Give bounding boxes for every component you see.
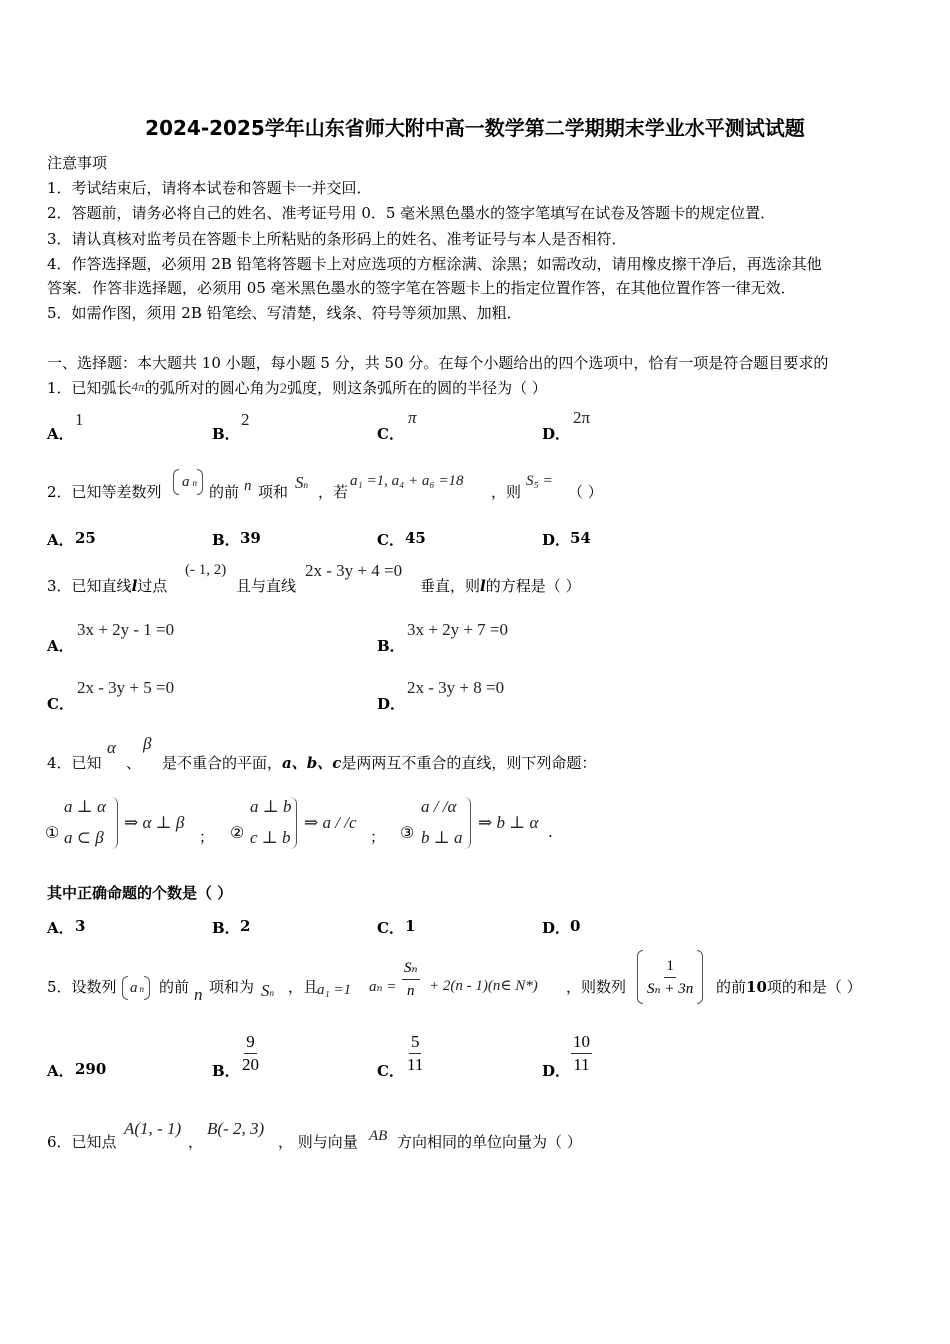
notice-item: 2．答题前，请务必将自己的姓名、准考证号用 0．5 毫米黑色墨水的签字笔填写在试卷及答题卡的规定位置． (47, 204, 776, 222)
fraction-numerator: 5 (409, 1031, 422, 1054)
math-expr: n (194, 985, 203, 1004)
punctuation: ； (370, 828, 386, 846)
prop-conclusion: ⇒ b ⊥ α (478, 813, 539, 832)
question-number: 6． (47, 1133, 72, 1151)
fraction-denominator: 11 (573, 1055, 590, 1074)
section-heading: 一、选择题：本大题共 10 小题，每小题 5 分，共 50 分。在每个小题给出的四个选项中，恰有一项是符合题目要求的 (47, 354, 829, 372)
option-label: C． (377, 425, 404, 443)
question-text: ， 则与向量 (278, 1133, 358, 1151)
question-text: ，则数列 (566, 978, 627, 996)
math-expr: l (131, 577, 138, 595)
question-text: （ ） (568, 483, 603, 501)
prop-line: b ⊥ a (421, 828, 463, 847)
option-label: B． (212, 425, 240, 443)
option-value: 39 (240, 529, 261, 547)
option-value: 290 (75, 1060, 107, 1078)
math-expr (261, 981, 274, 1001)
notice-item: 1．考试结束后，请将本试卷和答题卡一并交回． (47, 179, 372, 197)
fraction-denominator: 11 (407, 1055, 424, 1074)
option-value: 3 (75, 917, 86, 935)
option-value: 54 (570, 529, 591, 547)
math-expr: β (143, 734, 152, 753)
option-value: 0 (570, 917, 581, 935)
question-number: 3． (47, 577, 72, 595)
question-text: 的前 (209, 483, 240, 501)
math-subscript: n (192, 478, 197, 488)
math-expr: n (244, 478, 252, 494)
proposition-mark: ② (230, 823, 245, 842)
math-expr: 4π (131, 379, 145, 394)
question-text: 的方程是（ ） (485, 577, 581, 595)
punctuation: ； (199, 828, 215, 846)
notice-item: 5．如需作图，须用 2B 铅笔绘、写清楚，线条、符号等须加黑、加粗． (47, 304, 522, 322)
question-text: 项的和是（ ） (766, 978, 862, 996)
option-label: A． (47, 637, 74, 655)
question-text: 、 (126, 754, 142, 772)
question-text: 且与直线 (236, 577, 297, 595)
math-condition: a₁ =1, a₄ + a₆ =18 (350, 473, 464, 489)
math-subscript: n (303, 480, 308, 490)
fraction-denominator: Sₙ + 3n (647, 980, 694, 997)
prop-line: a ⊂ β (64, 828, 104, 847)
math-line: 2x - 3y + 4 =0 (305, 561, 403, 580)
question-text: 是两两互不重合的直线，则下列命题： (341, 754, 597, 772)
prop-conclusion: ⇒ a / /c (304, 813, 357, 832)
option-label: D． (377, 695, 406, 713)
notice-item: 4．作答选择题，必须用 2B 铅笔将答题卡上对应选项的方框涂满、涂黑；如需改动，请用橡皮擦干净后，再选涂其他 (47, 255, 822, 273)
option-value: 2x - 3y + 5 =0 (77, 678, 175, 697)
math-expr: + 2(n - 1)(n∈ N*) (429, 978, 538, 994)
math-vector: AB (369, 1128, 388, 1144)
question-text: 垂直，则 (420, 577, 481, 595)
sequence-braces (173, 469, 203, 495)
option-value: 2 (240, 917, 251, 935)
option-label: B． (212, 919, 240, 937)
math-point: (- 1, 2) (185, 562, 227, 578)
option-value: 1 (405, 917, 416, 935)
option-label: A． (47, 1062, 74, 1080)
notice-item: 3．请认真核对监考员在答题卡上所粘贴的条形码上的姓名、准考证号与本人是否相符． (47, 230, 627, 248)
right-brace (464, 797, 471, 849)
question-5 (47, 976, 117, 997)
math-expr: a (182, 474, 190, 490)
option-value: 2x - 3y + 8 =0 (407, 678, 505, 697)
proposition-mark: ① (45, 823, 60, 842)
question-text: 的前 (716, 978, 747, 996)
sequence-braces (122, 976, 150, 1000)
notice-item: 答案．作答非选择题，必须用 05 毫米黑色墨水的签字笔在答题卡上的指定位置作答，在其他位置作答一律无效． (47, 279, 796, 297)
question-text: 设数列 (71, 978, 117, 996)
option-label: A． (47, 919, 74, 937)
option-fraction (405, 1031, 425, 1076)
math-expr: α (107, 738, 116, 757)
option-label: D． (542, 531, 571, 549)
question-text: 其中正确命题的个数是（ ） (47, 884, 233, 902)
math-expr: S₅ = (526, 473, 553, 489)
option-value: 3x + 2y + 7 =0 (407, 620, 509, 639)
math-expr: aₙ = (369, 979, 397, 995)
page-title: 2024-2025学年山东省师大附中高一数学第二学期期末学业水平测试试题 (145, 116, 805, 140)
option-label: C． (377, 1062, 404, 1080)
option-label: C． (377, 919, 404, 937)
question-3 (47, 575, 167, 596)
proposition-mark: ③ (400, 823, 415, 842)
option-label: B． (212, 1062, 240, 1080)
question-text: ，且 (288, 978, 319, 996)
question-text: 是不重合的平面， (162, 754, 283, 772)
question-4 (47, 752, 102, 773)
option-label: C． (377, 531, 404, 549)
option-value: 45 (405, 529, 426, 547)
option-fraction (571, 1031, 592, 1076)
question-text: ，则 (491, 483, 522, 501)
question-2 (47, 481, 162, 502)
right-brace (111, 797, 118, 849)
question-text: 项和为 (209, 978, 255, 996)
option-fraction (240, 1031, 261, 1076)
option-label: C． (47, 695, 74, 713)
math-subscript: n (139, 984, 144, 994)
option-value: 2π (573, 408, 591, 427)
math-expr: 10 (746, 978, 767, 996)
question-text: 项和 (258, 483, 289, 501)
fraction-denominator: n (407, 983, 415, 999)
option-value: 2 (241, 410, 250, 429)
prop-line: a ⊥ α (64, 797, 106, 816)
option-label: A． (47, 425, 74, 443)
prop-line: c ⊥ b (250, 828, 291, 847)
prop-line: a / /α (421, 797, 457, 816)
math-expr: a、b、c (282, 754, 342, 772)
question-text: 已知直线 (71, 577, 132, 595)
prop-line: a ⊥ b (250, 797, 292, 816)
notice-heading: 注意事项 (47, 154, 108, 172)
math-expr: S (295, 473, 304, 492)
question-text: 已知点 (71, 1133, 117, 1151)
question-text (420, 575, 581, 596)
fraction-numerator: 9 (244, 1031, 257, 1054)
question-number: 4． (47, 754, 72, 772)
question-text: 已知弧长 (71, 379, 132, 397)
question-text: 方向相同的单位向量为（ ） (397, 1133, 582, 1151)
question-text: 的弧所对的圆心角为 (144, 379, 280, 397)
sequence-fraction (637, 950, 703, 1004)
option-value: 3x + 2y - 1 =0 (77, 620, 175, 639)
question-text: 已知等差数列 (71, 483, 162, 501)
right-brace (290, 797, 297, 849)
option-label: B． (212, 531, 240, 549)
math-expr: 2 (279, 381, 288, 397)
question-text: 过点 (137, 577, 168, 595)
fraction-numerator: 1 (664, 955, 676, 978)
prop-conclusion: ⇒ α ⊥ β (124, 813, 185, 832)
option-label: A． (47, 531, 74, 549)
math-expr: S (261, 981, 270, 1000)
question-text: 已知 (71, 754, 102, 772)
punctuation: . (548, 823, 553, 841)
question-text: 弧度，则这条弧所在的圆的半径为（ ） (287, 379, 547, 397)
fraction-denominator: 20 (242, 1055, 259, 1074)
option-label: D． (542, 425, 571, 443)
fraction-numerator: 10 (571, 1031, 592, 1054)
option-value: π (408, 408, 417, 427)
math-subscript: n (269, 988, 274, 998)
question-text (716, 976, 862, 997)
question-6 (47, 1131, 117, 1152)
question-number: 1． (47, 379, 72, 397)
punctuation: ， (188, 1133, 204, 1151)
math-fraction (402, 957, 420, 1002)
math-point: B(- 2, 3) (207, 1119, 265, 1138)
math-expr: a (130, 980, 138, 996)
option-label: B． (377, 637, 405, 655)
question-number: 5． (47, 978, 72, 996)
question-1 (47, 377, 547, 398)
question-number: 2． (47, 483, 72, 501)
math-expr: l (480, 577, 486, 595)
option-value: 25 (75, 529, 96, 547)
question-text: ，若 (318, 483, 349, 501)
math-condition: a₁ =1 (317, 982, 352, 998)
question-text: 的前 (159, 978, 190, 996)
fraction-numerator: Sₙ (402, 957, 420, 980)
math-point: A(1, - 1) (124, 1119, 182, 1138)
question-text (162, 752, 596, 773)
option-label: D． (542, 919, 571, 937)
option-label: D． (542, 1062, 571, 1080)
option-value: 1 (75, 410, 84, 429)
math-expr (295, 473, 308, 493)
